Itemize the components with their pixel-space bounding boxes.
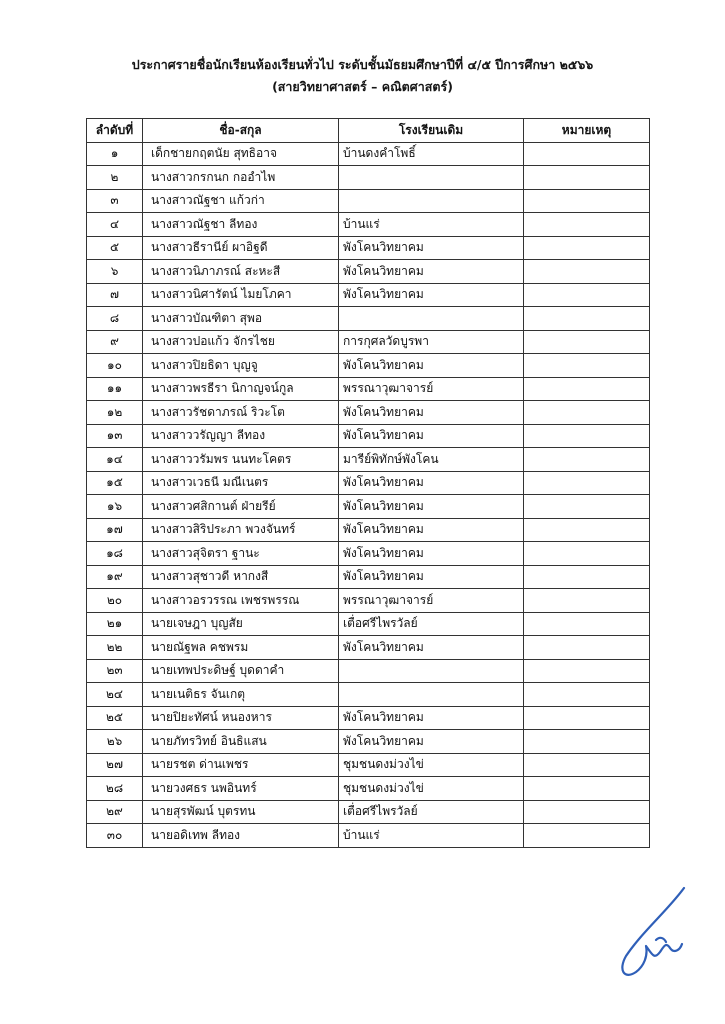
student-name: นางสาวรัชดาภรณ์ ริวะโต [143, 401, 339, 425]
previous-school: พังโคนวิทยาคม [339, 401, 524, 425]
student-name: นางสาวสุจิตรา ฐานะ [143, 542, 339, 566]
row-number: ๓ [87, 189, 143, 213]
previous-school: พังโคนวิทยาคม [339, 424, 524, 448]
table-row [87, 659, 650, 683]
row-number: ๔ [87, 213, 143, 237]
student-name: นางสาวสิริประภา พวงจันทร์ [143, 518, 339, 542]
table-row [87, 565, 650, 589]
remark-cell [524, 800, 650, 824]
remark-cell [524, 401, 650, 425]
row-number: ๒๘ [87, 777, 143, 801]
previous-school: บ้านแร่ [339, 824, 524, 848]
student-name: นางสาววรัมพร นนทะโคตร [143, 448, 339, 472]
previous-school: พังโคนวิทยาคม [339, 495, 524, 519]
table-row [87, 683, 650, 707]
row-number: ๑๗ [87, 518, 143, 542]
table-row [87, 495, 650, 519]
student-name: นางสาวพรธีรา นิกาญจน์กูล [143, 377, 339, 401]
row-number: ๑๙ [87, 565, 143, 589]
row-number: ๕ [87, 236, 143, 260]
student-name: นางสาวบัณฑิตา สุพอ [143, 307, 339, 331]
previous-school: พรรณาวุฒาจารย์ [339, 377, 524, 401]
row-number: ๑๒ [87, 401, 143, 425]
table-row [87, 142, 650, 166]
remark-cell [524, 213, 650, 237]
row-number: ๗ [87, 283, 143, 307]
previous-school [339, 683, 524, 707]
student-name: นางสาวณัฐชา ลีทอง [143, 213, 339, 237]
student-name: นางสาวนิศารัตน์ ไมยโภคา [143, 283, 339, 307]
remark-cell [524, 307, 650, 331]
column-header-remark: หมายเหตุ [524, 119, 650, 143]
previous-school: มารีย์พิทักษ์พังโคน [339, 448, 524, 472]
previous-school [339, 166, 524, 190]
table-body [87, 142, 650, 847]
student-name: นายปิยะทัศน์ หนองหาร [143, 706, 339, 730]
remark-cell [524, 424, 650, 448]
student-name: นางสาวณัฐชา แก้วก่า [143, 189, 339, 213]
table-row [87, 377, 650, 401]
previous-school [339, 307, 524, 331]
table-row [87, 636, 650, 660]
previous-school: ชุมชนดงม่วงไข่ [339, 777, 524, 801]
student-name: นางสาวสุชาวดี หากงสี [143, 565, 339, 589]
row-number: ๙ [87, 330, 143, 354]
student-name: นายภัทรวิทย์ อินธิแสน [143, 730, 339, 754]
student-roster-table [86, 118, 650, 848]
student-name: นายวงศธร นพอินทร์ [143, 777, 339, 801]
table-row [87, 236, 650, 260]
table-row [87, 448, 650, 472]
row-number: ๑๔ [87, 448, 143, 472]
previous-school: พังโคนวิทยาคม [339, 636, 524, 660]
student-name: นายอดิเทพ ลีทอง [143, 824, 339, 848]
remark-cell [524, 683, 650, 707]
previous-school: ชุมชนดงม่วงไข่ [339, 753, 524, 777]
row-number: ๑๓ [87, 424, 143, 448]
student-name: นางสาวกรกนก กออำไพ [143, 166, 339, 190]
table-row [87, 166, 650, 190]
heading-title: ประกาศรายชื่อนักเรียนห้องเรียนทั่วไป ระดับชั้นมัธยมศึกษาปีที่ ๔/๕ ปีการศึกษา ๒๕๖๖ [131, 57, 594, 72]
remark-cell [524, 542, 650, 566]
row-number: ๒๐ [87, 589, 143, 613]
student-name: นายเทพประดิษฐ์ บุดดาคำ [143, 659, 339, 683]
student-name: นางสาวนิภาภรณ์ สะหะสี [143, 260, 339, 284]
table-row [87, 354, 650, 378]
table-row [87, 424, 650, 448]
row-number: ๑๐ [87, 354, 143, 378]
previous-school: พังโคนวิทยาคม [339, 354, 524, 378]
row-number: ๓๐ [87, 824, 143, 848]
previous-school: การกุศลวัดบูรพา [339, 330, 524, 354]
row-number: ๒๗ [87, 753, 143, 777]
table-row [87, 518, 650, 542]
remark-cell [524, 612, 650, 636]
student-name: นางสาวปิยธิดา บุญจู [143, 354, 339, 378]
remark-cell [524, 236, 650, 260]
remark-cell [524, 260, 650, 284]
remark-cell [524, 636, 650, 660]
row-number: ๑๘ [87, 542, 143, 566]
table-row [87, 260, 650, 284]
remark-cell [524, 824, 650, 848]
table-row [87, 589, 650, 613]
column-header-number: ลำดับที่ [87, 119, 143, 143]
heading-subtitle: (สายวิทยาศาสตร์ – คณิตศาสตร์) [272, 79, 453, 94]
table-row [87, 706, 650, 730]
row-number: ๒๓ [87, 659, 143, 683]
previous-school: บ้านดงคำโพธิ์ [339, 142, 524, 166]
table-row [87, 330, 650, 354]
student-name: นางสาวศสิกานต์ ฝ่ายรีย์ [143, 495, 339, 519]
previous-school: เตื่อศรีไพรวัลย์ [339, 612, 524, 636]
row-number: ๑๖ [87, 495, 143, 519]
previous-school: บ้านแร่ [339, 213, 524, 237]
table-row [87, 283, 650, 307]
row-number: ๒๕ [87, 706, 143, 730]
row-number: ๒๖ [87, 730, 143, 754]
remark-cell [524, 471, 650, 495]
remark-cell [524, 448, 650, 472]
student-name: นางสาวเวธนี มณีเนตร [143, 471, 339, 495]
row-number: ๒๔ [87, 683, 143, 707]
row-number: ๒๒ [87, 636, 143, 660]
student-name: นายเนติธร จันเกตุ [143, 683, 339, 707]
previous-school: พังโคนวิทยาคม [339, 283, 524, 307]
previous-school: พรรณาวุฒาจารย์ [339, 589, 524, 613]
table-row [87, 777, 650, 801]
remark-cell [524, 659, 650, 683]
student-name: นายเจษฎา บุญสัย [143, 612, 339, 636]
previous-school [339, 189, 524, 213]
column-header-school: โรงเรียนเดิม [339, 119, 524, 143]
remark-cell [524, 706, 650, 730]
remark-cell [524, 354, 650, 378]
row-number: ๒ [87, 166, 143, 190]
document-heading [0, 54, 725, 98]
column-header-name: ชื่อ-สกุล [143, 119, 339, 143]
remark-cell [524, 777, 650, 801]
signature-mark [610, 880, 700, 990]
row-number: ๘ [87, 307, 143, 331]
student-name: นางสาวอรวรรณ เพชรพรรณ [143, 589, 339, 613]
row-number: ๑๕ [87, 471, 143, 495]
table-row [87, 824, 650, 848]
student-name: เด็กชายกฤตนัย สุทธิอาจ [143, 142, 339, 166]
remark-cell [524, 330, 650, 354]
remark-cell [524, 565, 650, 589]
remark-cell [524, 753, 650, 777]
table-row [87, 542, 650, 566]
remark-cell [524, 518, 650, 542]
remark-cell [524, 377, 650, 401]
remark-cell [524, 283, 650, 307]
remark-cell [524, 589, 650, 613]
row-number: ๑๑ [87, 377, 143, 401]
table-header-row [87, 119, 650, 143]
student-name: นายรชต ด่านเพชร [143, 753, 339, 777]
student-name: นางสาวธีรานีย์ ผาอิฐดี [143, 236, 339, 260]
table-row [87, 401, 650, 425]
table-row [87, 213, 650, 237]
row-number: ๒๑ [87, 612, 143, 636]
student-name: นางสาวปอแก้ว จักรไชย [143, 330, 339, 354]
previous-school [339, 659, 524, 683]
previous-school: พังโคนวิทยาคม [339, 236, 524, 260]
remark-cell [524, 189, 650, 213]
table-row [87, 189, 650, 213]
table-row [87, 471, 650, 495]
remark-cell [524, 166, 650, 190]
table-row [87, 612, 650, 636]
student-name: นายสุรพัฒน์ บุตรทน [143, 800, 339, 824]
previous-school: พังโคนวิทยาคม [339, 260, 524, 284]
table-row [87, 800, 650, 824]
previous-school: พังโคนวิทยาคม [339, 471, 524, 495]
row-number: ๒๙ [87, 800, 143, 824]
remark-cell [524, 730, 650, 754]
table-row [87, 753, 650, 777]
row-number: ๖ [87, 260, 143, 284]
remark-cell [524, 142, 650, 166]
remark-cell [524, 495, 650, 519]
table-row [87, 307, 650, 331]
previous-school: พังโคนวิทยาคม [339, 730, 524, 754]
table-row [87, 730, 650, 754]
previous-school: พังโคนวิทยาคม [339, 542, 524, 566]
student-name: นายณัฐพล คชพรม [143, 636, 339, 660]
previous-school: พังโคนวิทยาคม [339, 518, 524, 542]
row-number: ๑ [87, 142, 143, 166]
student-name: นางสาววรัญญา ลีทอง [143, 424, 339, 448]
previous-school: พังโคนวิทยาคม [339, 706, 524, 730]
previous-school: พังโคนวิทยาคม [339, 565, 524, 589]
previous-school: เตื่อศรีไพรวัลย์ [339, 800, 524, 824]
